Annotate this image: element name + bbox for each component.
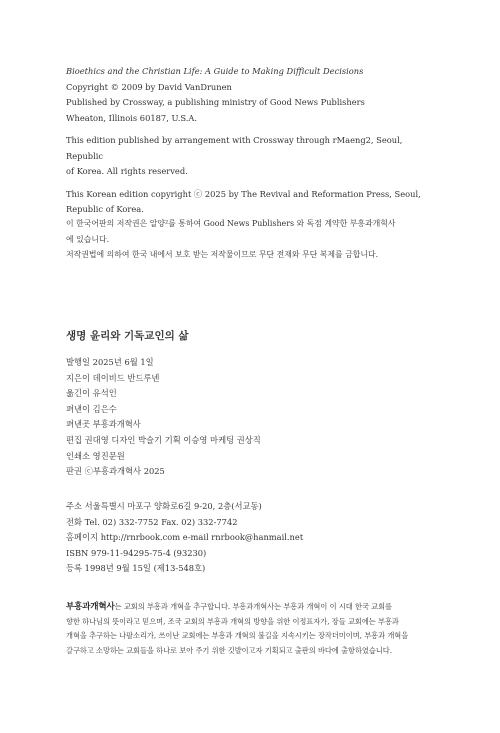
korean-book-title: 생명 윤리와 기독교인의 삶 bbox=[66, 330, 189, 342]
contact-line: 등록 1998년 9월 15일 (제13-548호) bbox=[66, 563, 206, 574]
edition-line-1: This edition published by arrangement with Crossway through rMaeng2, Seoul, Republic bbox=[66, 135, 403, 161]
notice-line-2: 에 있습니다. bbox=[66, 234, 110, 244]
publisher-line: Published by Crossway, a publishing ministry of Good News Publishers bbox=[66, 97, 365, 107]
credit-line: 지은이 데이비드 반드루넨 bbox=[66, 372, 160, 383]
korean-book-title-block bbox=[66, 328, 438, 343]
blurb-line-2: 향한 하나님의 뜻이라고 믿으며, 조국 교회의 부흥과 개혁의 방향을 위한 이정표자가, 장들 교회에는 부흥과 bbox=[66, 616, 399, 626]
credit-line: 편집 권대영 디자인 박슬기 기획 이승영 마케팅 권상직 bbox=[66, 434, 261, 445]
notice-line-3: 저작권법에 의하여 한국 내에서 보호 받는 저작물이므로 무단 전재와 무단 복제를 금합니다. bbox=[66, 250, 379, 259]
korean-edition-line-2: Republic of Korea. bbox=[66, 204, 144, 214]
spacer bbox=[66, 180, 438, 187]
notice-line-1: 이 한국어판의 저작권은 알양²를 통하여 Good News Publishers 와 독점 계약한 부흥과개혁사 bbox=[66, 219, 396, 228]
publisher-logo: 부흥과개혁사 bbox=[66, 602, 115, 612]
publisher-blurb bbox=[66, 600, 440, 658]
credit-line: 옮긴이 유석인 bbox=[66, 388, 117, 399]
credit-line: 발행일 2025년 6월 1일 bbox=[66, 357, 154, 367]
contact-line: 홈페이지 http://rnrbook.com e-mail rnrbook@hanmail.net bbox=[66, 532, 304, 543]
credit-line: 펴낸이 김은수 bbox=[66, 403, 117, 414]
korean-rights-notice bbox=[66, 216, 438, 263]
credit-line: 인쇄소 영진문원 bbox=[66, 450, 125, 461]
blurb-text: 는 교회의 부흥과 개혁을 추구합니다. 부흥과개혁사는 부흥과 개혁이 이 시대 한국 교회를 bbox=[114, 602, 392, 611]
contact-line: 주소 서울특별시 마포구 양화로6길 9-20, 2층(서교동) bbox=[66, 501, 262, 511]
korean-edition-line-1: This Korean edition copyright ⓒ 2025 by The Revival and Reformation Press, Seoul, bbox=[66, 188, 421, 199]
contact-line: ISBN 979-11-94295-75-4 (93230) bbox=[66, 547, 207, 558]
credit-line: 판권 ⓒ부흥과개혁사 2025 bbox=[66, 466, 165, 477]
copyright-line: Copyright © 2009 by David VanDrunen bbox=[66, 81, 232, 92]
english-copyright-section bbox=[66, 64, 438, 218]
credit-line: 펴낸곳 부흥과개혁사 bbox=[66, 419, 141, 430]
book-title: Bioethics and the Christian Life: A Guide to Making Difficult Decisions bbox=[66, 66, 364, 76]
contact-section bbox=[66, 499, 438, 577]
contact-line: 전화 Tel. 02) 332-7752 Fax. 02) 332-7742 bbox=[66, 516, 238, 527]
publisher-address: Wheaton, Illinois 60187, U.S.A. bbox=[66, 112, 197, 123]
blurb-line-4: 갈구하고 소망하는 교회들을 하나로 보아 주기 위한 깃발이고자 기획되고 출판의 바다에 출항하였습니다. bbox=[66, 645, 392, 655]
blurb-line-3: 개혁을 추구하는 나팔소리가, 쓰이난 교회에는 부흥과 개혁의 불길을 지속시키는 장작더미이며, 부흥과 개혁을 bbox=[66, 631, 409, 640]
credits-section bbox=[66, 355, 438, 480]
spacer bbox=[66, 126, 438, 133]
edition-line-2: of Korea. All rights reserved. bbox=[66, 166, 188, 176]
blurb-line-1 bbox=[66, 600, 440, 615]
